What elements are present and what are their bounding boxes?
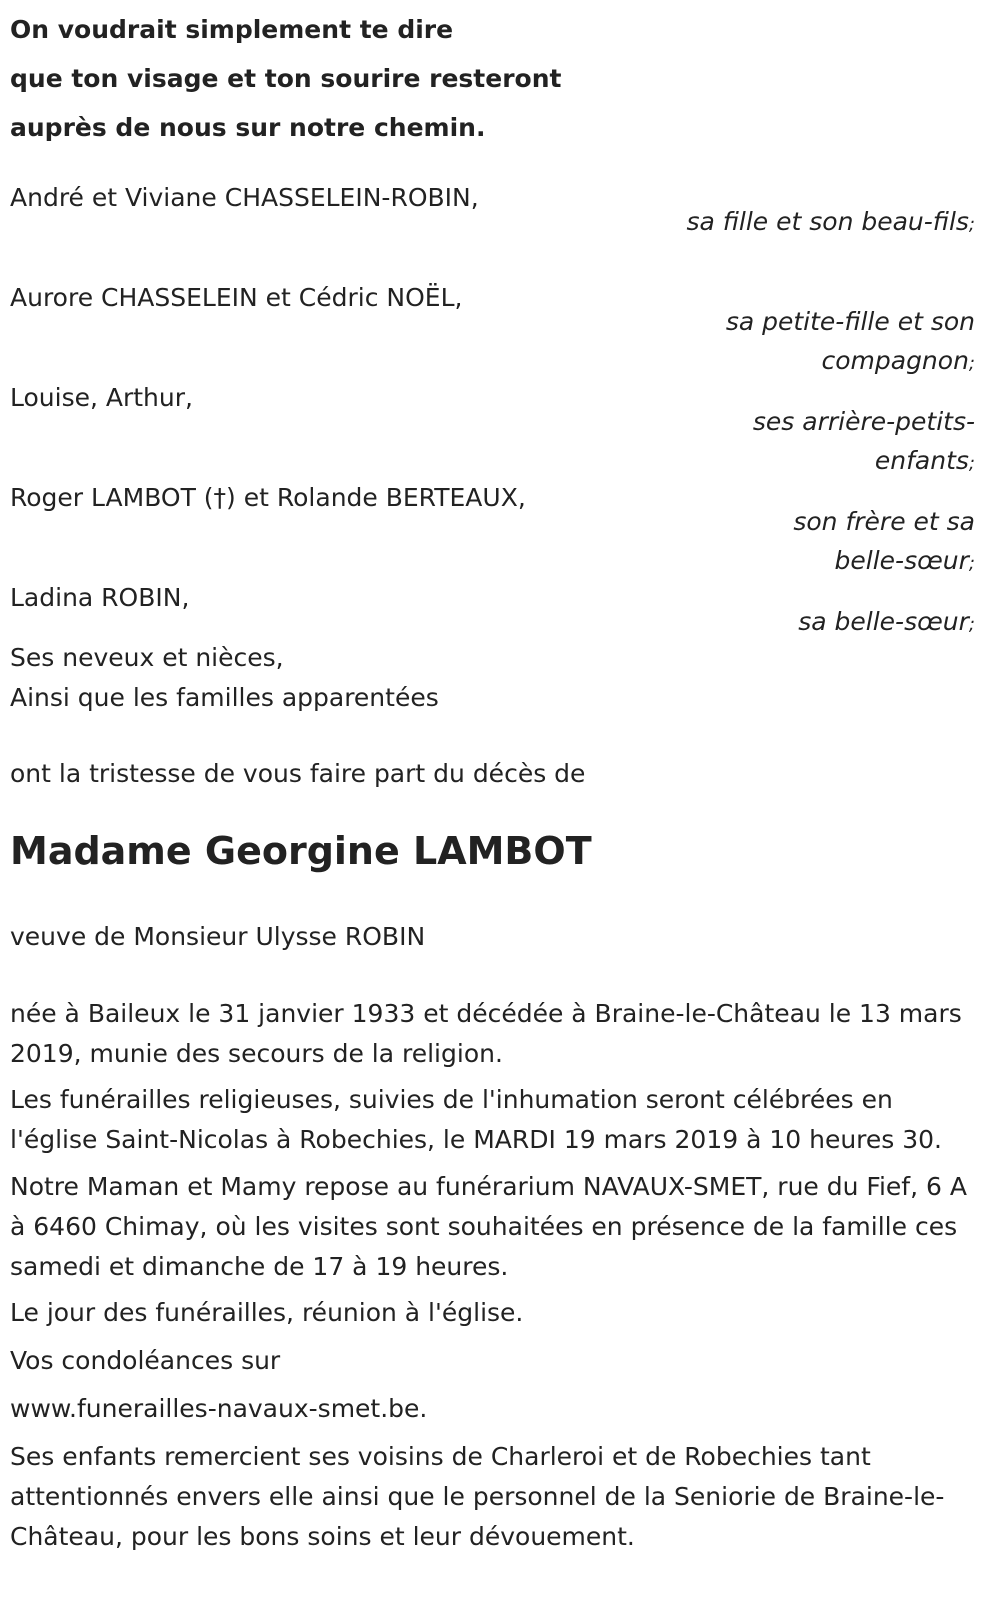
other-relatives-line-1: Ses neveux et nièces, [10, 643, 284, 672]
funerarium-paragraph: Notre Maman et Mamy repose au funérarium NAVAUX-SMET, rue du Fief, 6 A à 6460 Chimay, où les visites sont souhaitées en présence de la famille ces samedi et dimanche de 17 à 19 heures. [10, 1172, 967, 1281]
quote-line-3: auprès de nous sur notre chemin. [10, 113, 486, 142]
family-relation-4: son frère et sa belle-sœur; [793, 507, 975, 575]
family-name-1: André et Viviane CHASSELEIN-ROBIN, [10, 183, 479, 212]
family-name-3: Louise, Arthur, [10, 383, 193, 412]
meeting-paragraph: Le jour des funérailles, réunion à l'église. [10, 1298, 524, 1327]
birth-death-paragraph: née à Baileux le 31 janvier 1933 et décédée à Braine-le-Château le 13 mars 2019, munie des secours de la religion. [10, 999, 962, 1068]
funeral-paragraph: Les funérailles religieuses, suivies de l'inhumation seront célébrées en l'église Saint-Nicolas à Robechies, le MARDI 19 mars 2019 à 10 heures 30. [10, 1085, 943, 1154]
family-name-4: Roger LAMBOT (†) et Rolande BERTEAUX, [10, 483, 526, 512]
announcement: ont la tristesse de vous faire part du décès de [10, 759, 586, 788]
widow-line: veuve de Monsieur Ulysse ROBIN [10, 922, 426, 951]
deceased-name: Madame Georgine LAMBOT [10, 829, 592, 873]
other-relatives-line-2: Ainsi que les familles apparentées [10, 683, 439, 712]
condolences-text: Vos condoléances sur [10, 1346, 281, 1375]
quote-line-1: On voudrait simplement te dire [10, 15, 454, 44]
quote-line-2: que ton visage et ton sourire resteront [10, 64, 562, 93]
family-relation-2: sa petite-fille et son compagnon; [725, 307, 975, 375]
family-name-2: Aurore CHASSELEIN et Cédric NOËL, [10, 283, 463, 312]
family-relation-5: sa belle-sœur; [798, 607, 975, 636]
thanks-paragraph: Ses enfants remercient ses voisins de Charleroi et de Robechies tant attentionnés envers elle ainsi que le personnel de la Seniorie de Braine-le-Château, pour les bons soins et leur dévouement. [10, 1442, 945, 1551]
opening-quote [10, 5, 561, 152]
other-relatives [10, 638, 970, 718]
condolences-website-link[interactable]: www.funerailles-navaux-smet.be. [10, 1394, 428, 1423]
family-relation-3: ses arrière-petits-enfants; [752, 407, 975, 475]
family-name-5: Ladina ROBIN, [10, 583, 190, 612]
family-relation-1: sa fille et son beau-fils; [686, 207, 975, 236]
